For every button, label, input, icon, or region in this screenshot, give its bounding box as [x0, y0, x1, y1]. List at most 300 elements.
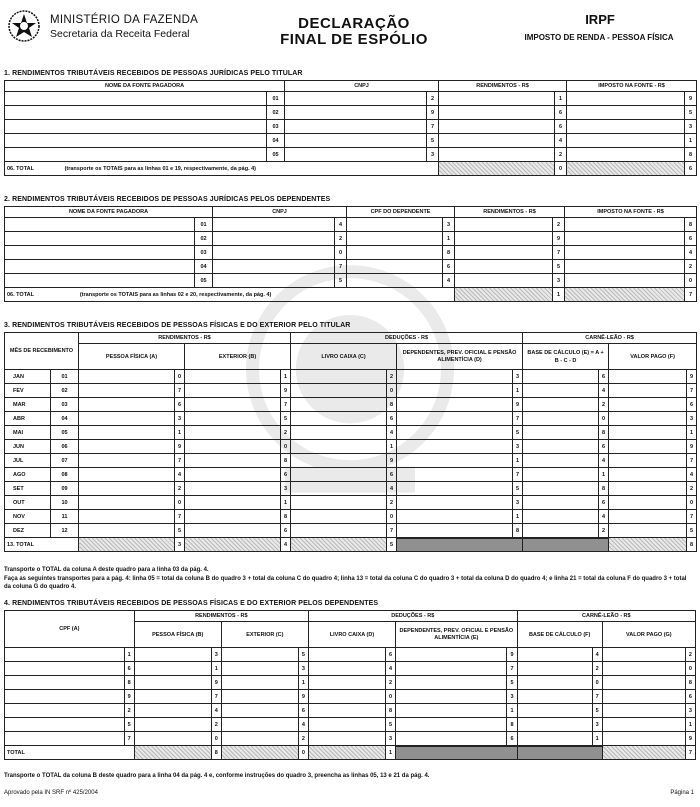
dependent-cpf-field[interactable]	[347, 260, 443, 274]
col-source-name: NOME DA FONTE PAGADORA	[5, 81, 285, 92]
check-digit: 2	[335, 232, 347, 246]
amount-field[interactable]	[134, 718, 211, 732]
check-digit: 5	[513, 482, 523, 496]
check-digit: 2	[687, 482, 697, 496]
check-digit: 6	[685, 690, 695, 704]
amount-field[interactable]	[602, 662, 685, 676]
amount-field[interactable]	[79, 496, 175, 510]
amount-field[interactable]	[609, 454, 687, 468]
amount-field[interactable]	[291, 440, 387, 454]
check-digit: 6	[298, 704, 308, 718]
check-digit: 0	[685, 274, 697, 288]
check-digit: 3	[427, 148, 439, 162]
check-digit: 5	[553, 260, 565, 274]
check-digit: 3	[553, 274, 565, 288]
check-digit: 2	[298, 732, 308, 746]
check-digit: 7	[387, 524, 397, 538]
withheld-tax-field[interactable]	[567, 106, 685, 120]
income-field[interactable]	[455, 232, 553, 246]
form-title	[254, 16, 454, 48]
cnpj-field[interactable]	[285, 120, 427, 134]
table-row	[5, 106, 697, 120]
section-4-group-row	[5, 611, 696, 622]
cnpj-field[interactable]	[213, 274, 335, 288]
cnpj-field[interactable]	[285, 148, 427, 162]
check-digit: 9	[687, 440, 697, 454]
amount-field[interactable]	[517, 662, 592, 676]
amount-field[interactable]	[185, 370, 281, 384]
amount-field[interactable]	[291, 384, 387, 398]
total-row	[5, 288, 697, 302]
table-row	[5, 120, 697, 134]
amount-field[interactable]	[185, 426, 281, 440]
amount-field[interactable]	[291, 454, 387, 468]
amount-field[interactable]	[397, 370, 513, 384]
amount-field[interactable]	[79, 426, 175, 440]
check-digit: 2	[387, 370, 397, 384]
amount-field[interactable]	[602, 718, 685, 732]
check-digit: 3	[687, 412, 697, 426]
table-row	[5, 260, 697, 274]
total-row	[5, 746, 696, 760]
amount-field[interactable]	[396, 704, 507, 718]
income-field[interactable]	[439, 120, 555, 134]
amount-field[interactable]	[523, 482, 599, 496]
table-row	[5, 732, 696, 746]
amount-field[interactable]	[185, 496, 281, 510]
amount-field[interactable]	[185, 398, 281, 412]
check-digit: 5	[507, 676, 517, 690]
withheld-tax-field[interactable]	[565, 232, 685, 246]
month-label: AGO	[5, 468, 51, 482]
amount-field[interactable]	[397, 510, 513, 524]
amount-field[interactable]	[397, 496, 513, 510]
table-row	[5, 398, 697, 412]
withheld-tax-field[interactable]	[565, 218, 685, 232]
source-name-field[interactable]	[5, 134, 267, 148]
income-field[interactable]	[455, 218, 553, 232]
amount-field[interactable]	[134, 648, 211, 662]
check-digit: 1	[592, 732, 602, 746]
form-title-line1: DECLARAÇÃO	[298, 15, 410, 32]
amount-field[interactable]	[291, 426, 387, 440]
check-digit: 3	[685, 704, 695, 718]
amount-field[interactable]	[221, 704, 298, 718]
withheld-tax-field[interactable]	[567, 92, 685, 106]
source-name-field[interactable]	[5, 106, 267, 120]
amount-field[interactable]	[396, 732, 507, 746]
check-digit: 6	[281, 468, 291, 482]
amount-field[interactable]	[291, 370, 387, 384]
total-paid-field[interactable]	[609, 538, 687, 552]
amount-field[interactable]	[79, 412, 175, 426]
amount-field[interactable]	[517, 676, 592, 690]
page-number: Página 1	[670, 790, 694, 796]
cnpj-field[interactable]	[213, 246, 335, 260]
coat-of-arms-icon	[6, 8, 42, 44]
amount-field[interactable]	[523, 398, 599, 412]
amount-field[interactable]	[517, 718, 592, 732]
col-income: RENDIMENTOS - R$	[439, 81, 567, 92]
table-row	[5, 370, 697, 384]
cpf-field[interactable]	[5, 732, 125, 746]
amount-field[interactable]	[291, 412, 387, 426]
check-digit: 6	[443, 260, 455, 274]
amount-field[interactable]	[221, 648, 298, 662]
cnpj-field[interactable]	[213, 218, 335, 232]
amount-field[interactable]	[308, 718, 385, 732]
check-digit: 7	[124, 732, 134, 746]
amount-field[interactable]	[609, 524, 687, 538]
amount-field[interactable]	[134, 662, 211, 676]
check-digit: 8	[281, 454, 291, 468]
amount-field[interactable]	[134, 732, 211, 746]
income-field[interactable]	[455, 260, 553, 274]
amount-field[interactable]	[79, 468, 175, 482]
amount-field[interactable]	[185, 482, 281, 496]
col-abroad: EXTERIOR (B)	[185, 344, 291, 370]
source-name-field[interactable]	[5, 120, 267, 134]
check-digit: 8	[687, 538, 697, 552]
section-3-group-row	[5, 333, 697, 344]
check-digit: 6	[387, 412, 397, 426]
withheld-tax-field[interactable]	[567, 120, 685, 134]
amount-field[interactable]	[79, 398, 175, 412]
amount-field[interactable]	[79, 384, 175, 398]
amount-field[interactable]	[397, 482, 513, 496]
check-digit: 7	[687, 384, 697, 398]
check-digit: 7	[427, 120, 439, 134]
total-row	[5, 538, 697, 552]
amount-field[interactable]	[523, 454, 599, 468]
amount-field[interactable]	[291, 496, 387, 510]
col-cash-book: LIVRO CAIXA (D)	[308, 622, 395, 648]
amount-field[interactable]	[397, 398, 513, 412]
amount-field[interactable]	[397, 454, 513, 468]
amount-field[interactable]	[134, 704, 211, 718]
dependent-cpf-field[interactable]	[347, 232, 443, 246]
source-name-field[interactable]	[5, 260, 195, 274]
col-base: BASE DE CÁLCULO (F)	[517, 622, 602, 648]
check-digit: 6	[687, 398, 697, 412]
amount-field[interactable]	[602, 676, 685, 690]
check-digit: 1	[124, 648, 134, 662]
amount-field[interactable]	[609, 468, 687, 482]
section-1-heading: 1. RENDIMENTOS TRIBUTÁVEIS RECEBIDOS DE PESSOAS JURÍDICAS PELO TITULAR	[4, 70, 303, 77]
col-dependents: DEPENDENTES, PREV. OFICIAL E PENSÃO ALIMENTÍCIA (D)	[397, 344, 523, 370]
amount-field[interactable]	[221, 662, 298, 676]
check-digit: 6	[124, 662, 134, 676]
total-label: 06. TOTAL	[7, 165, 34, 172]
amount-field[interactable]	[609, 510, 687, 524]
amount-field[interactable]	[79, 440, 175, 454]
col-base: BASE DE CÁLCULO (E) = A + B - C - D	[523, 344, 609, 370]
withheld-tax-field[interactable]	[567, 134, 685, 148]
table-row	[5, 690, 696, 704]
amount-field[interactable]	[185, 440, 281, 454]
col-cnpj: CNPJ	[213, 207, 347, 218]
amount-field[interactable]	[517, 690, 592, 704]
check-digit: 0	[555, 162, 567, 176]
withheld-tax-field[interactable]	[567, 148, 685, 162]
blocked-cell	[523, 538, 609, 552]
check-digit: 0	[211, 732, 221, 746]
amount-field[interactable]	[397, 440, 513, 454]
amount-field[interactable]	[523, 468, 599, 482]
amount-field[interactable]	[185, 454, 281, 468]
income-field[interactable]	[439, 92, 555, 106]
amount-field[interactable]	[291, 524, 387, 538]
amount-field[interactable]	[221, 718, 298, 732]
check-digit: 1	[443, 232, 455, 246]
amount-field[interactable]	[609, 398, 687, 412]
total-abroad-field[interactable]	[221, 746, 298, 760]
cpf-field[interactable]	[5, 718, 125, 732]
amount-field[interactable]	[79, 510, 175, 524]
cnpj-field[interactable]	[285, 106, 427, 120]
amount-field[interactable]	[308, 662, 385, 676]
amount-field[interactable]	[523, 496, 599, 510]
row-number: 02	[195, 232, 213, 246]
check-digit: 4	[387, 482, 397, 496]
check-digit: 7	[685, 746, 695, 760]
amount-field[interactable]	[291, 510, 387, 524]
check-digit: 0	[687, 496, 697, 510]
amount-field[interactable]	[308, 690, 385, 704]
total-abroad-field[interactable]	[185, 538, 281, 552]
amount-field[interactable]	[185, 384, 281, 398]
amount-field[interactable]	[397, 524, 513, 538]
check-digit: 0	[685, 662, 695, 676]
check-digit: 2	[175, 482, 185, 496]
check-digit: 9	[513, 398, 523, 412]
amount-field[interactable]	[221, 690, 298, 704]
amount-field[interactable]	[397, 412, 513, 426]
check-digit: 5	[387, 538, 397, 552]
amount-field[interactable]	[523, 426, 599, 440]
check-digit: 1	[685, 718, 695, 732]
amount-field[interactable]	[308, 648, 385, 662]
amount-field[interactable]	[609, 370, 687, 384]
check-digit: 4	[387, 426, 397, 440]
table-row	[5, 662, 696, 676]
check-digit: 5	[385, 718, 395, 732]
total-income-field[interactable]	[455, 288, 553, 302]
amount-field[interactable]	[397, 384, 513, 398]
amount-field[interactable]	[396, 676, 507, 690]
check-digit: 8	[685, 218, 697, 232]
check-digit: 9	[685, 732, 695, 746]
section-2-table	[4, 206, 697, 302]
amount-field[interactable]	[185, 510, 281, 524]
check-digit: 4	[599, 384, 609, 398]
amount-field[interactable]	[609, 496, 687, 510]
amount-field[interactable]	[609, 482, 687, 496]
amount-field[interactable]	[79, 454, 175, 468]
check-digit: 6	[555, 106, 567, 120]
check-digit: 4	[685, 246, 697, 260]
source-name-field[interactable]	[5, 148, 267, 162]
amount-field[interactable]	[308, 732, 385, 746]
cnpj-field[interactable]	[213, 232, 335, 246]
amount-field[interactable]	[517, 732, 592, 746]
month-number: 04	[51, 412, 79, 426]
cnpj-field[interactable]	[285, 134, 427, 148]
amount-field[interactable]	[185, 412, 281, 426]
check-digit: 1	[599, 468, 609, 482]
approval-note: Aprovado pela IN SRF nº 425/2004	[4, 790, 98, 796]
amount-field[interactable]	[308, 704, 385, 718]
withheld-tax-field[interactable]	[565, 260, 685, 274]
check-digit: 3	[281, 482, 291, 496]
cpf-field[interactable]	[5, 662, 125, 676]
table-row	[5, 496, 697, 510]
amount-field[interactable]	[291, 398, 387, 412]
check-digit: 6	[555, 120, 567, 134]
amount-field[interactable]	[79, 370, 175, 384]
check-digit: 8	[385, 704, 395, 718]
income-field[interactable]	[439, 148, 555, 162]
amount-field[interactable]	[602, 690, 685, 704]
source-name-field[interactable]	[5, 218, 195, 232]
amount-field[interactable]	[291, 482, 387, 496]
amount-field[interactable]	[602, 648, 685, 662]
check-digit: 7	[175, 510, 185, 524]
income-field[interactable]	[455, 246, 553, 260]
amount-field[interactable]	[523, 524, 599, 538]
check-digit: 8	[124, 676, 134, 690]
total-tax-field[interactable]	[567, 162, 685, 176]
total-tax-field[interactable]	[565, 288, 685, 302]
withheld-tax-field[interactable]	[565, 274, 685, 288]
table-row	[5, 482, 697, 496]
total-income-field[interactable]	[439, 162, 555, 176]
amount-field[interactable]	[602, 704, 685, 718]
amount-field[interactable]	[523, 384, 599, 398]
row-number: 04	[195, 260, 213, 274]
amount-field[interactable]	[523, 440, 599, 454]
check-digit: 7	[687, 510, 697, 524]
amount-field[interactable]	[523, 370, 599, 384]
amount-field[interactable]	[517, 704, 592, 718]
amount-field[interactable]	[79, 524, 175, 538]
check-digit: 7	[553, 246, 565, 260]
section-4-note: Transporte o TOTAL da coluna B deste quadro para a linha 04 da pág. 4 e, conforme instruções do quadro 3, preencha as linhas 05, 13 e 21 da pág. 4.	[4, 773, 430, 779]
amount-field[interactable]	[397, 468, 513, 482]
amount-field[interactable]	[602, 732, 685, 746]
amount-field[interactable]	[396, 648, 507, 662]
income-field[interactable]	[455, 274, 553, 288]
dependent-cpf-field[interactable]	[347, 218, 443, 232]
total-label-cell	[5, 288, 455, 302]
dependent-cpf-field[interactable]	[347, 246, 443, 260]
cpf-field[interactable]	[5, 690, 125, 704]
section-3-header-row	[5, 344, 697, 370]
check-digit: 4	[599, 510, 609, 524]
amount-field[interactable]	[397, 426, 513, 440]
month-label: JAN	[5, 370, 51, 384]
withheld-tax-field[interactable]	[565, 246, 685, 260]
amount-field[interactable]	[609, 384, 687, 398]
amount-field[interactable]	[609, 440, 687, 454]
amount-field[interactable]	[396, 690, 507, 704]
form-code: IRPF	[585, 12, 615, 27]
check-digit: 2	[555, 148, 567, 162]
amount-field[interactable]	[185, 524, 281, 538]
month-number: 01	[51, 370, 79, 384]
total-paid-field[interactable]	[602, 746, 685, 760]
row-number: 02	[267, 106, 285, 120]
check-digit: 1	[387, 440, 397, 454]
source-name-field[interactable]	[5, 246, 195, 260]
amount-field[interactable]	[291, 468, 387, 482]
check-digit: 5	[298, 648, 308, 662]
source-name-field[interactable]	[5, 274, 195, 288]
total-individual-field[interactable]	[134, 746, 211, 760]
total-note: (transporte os TOTAIS para as linhas 01 e 19, respectivamente, da pág. 4)	[64, 165, 257, 172]
amount-field[interactable]	[134, 690, 211, 704]
cpf-field[interactable]	[5, 676, 125, 690]
check-digit: 0	[592, 676, 602, 690]
check-digit: 8	[211, 746, 221, 760]
source-name-field[interactable]	[5, 232, 195, 246]
amount-field[interactable]	[609, 412, 687, 426]
dependent-cpf-field[interactable]	[347, 274, 443, 288]
check-digit: 8	[443, 246, 455, 260]
total-individual-field[interactable]	[79, 538, 175, 552]
check-digit: 3	[175, 538, 185, 552]
amount-field[interactable]	[609, 426, 687, 440]
row-number: 01	[195, 218, 213, 232]
total-cash-book-field[interactable]	[308, 746, 385, 760]
cpf-field[interactable]	[5, 704, 125, 718]
cnpj-field[interactable]	[285, 92, 427, 106]
income-field[interactable]	[439, 134, 555, 148]
check-digit: 1	[281, 496, 291, 510]
total-cash-book-field[interactable]	[291, 538, 387, 552]
amount-field[interactable]	[134, 676, 211, 690]
section-4-heading: 4. RENDIMENTOS TRIBUTÁVEIS RECEBIDOS DE PESSOAS FÍSICAS E DO EXTERIOR PELOS DEPENDENTES	[4, 600, 379, 607]
check-digit: 9	[124, 690, 134, 704]
amount-field[interactable]	[185, 468, 281, 482]
cnpj-field[interactable]	[213, 260, 335, 274]
amount-field[interactable]	[523, 510, 599, 524]
table-row	[5, 454, 697, 468]
section-2-header-row	[5, 207, 697, 218]
amount-field[interactable]	[396, 662, 507, 676]
amount-field[interactable]	[396, 718, 507, 732]
amount-field[interactable]	[517, 648, 592, 662]
amount-field[interactable]	[308, 676, 385, 690]
check-digit: 8	[281, 510, 291, 524]
check-digit: 6	[685, 232, 697, 246]
check-digit: 0	[175, 496, 185, 510]
income-field[interactable]	[439, 106, 555, 120]
amount-field[interactable]	[523, 412, 599, 426]
amount-field[interactable]	[221, 732, 298, 746]
total-row	[5, 162, 697, 176]
source-name-field[interactable]	[5, 92, 267, 106]
amount-field[interactable]	[221, 676, 298, 690]
amount-field[interactable]	[79, 482, 175, 496]
check-digit: 7	[513, 468, 523, 482]
month-number: 11	[51, 510, 79, 524]
group-carne-leao: CARNÊ-LEÃO - R$	[523, 333, 697, 344]
cpf-field[interactable]	[5, 648, 125, 662]
check-digit: 9	[387, 454, 397, 468]
blocked-cell	[517, 746, 602, 760]
month-number: 06	[51, 440, 79, 454]
